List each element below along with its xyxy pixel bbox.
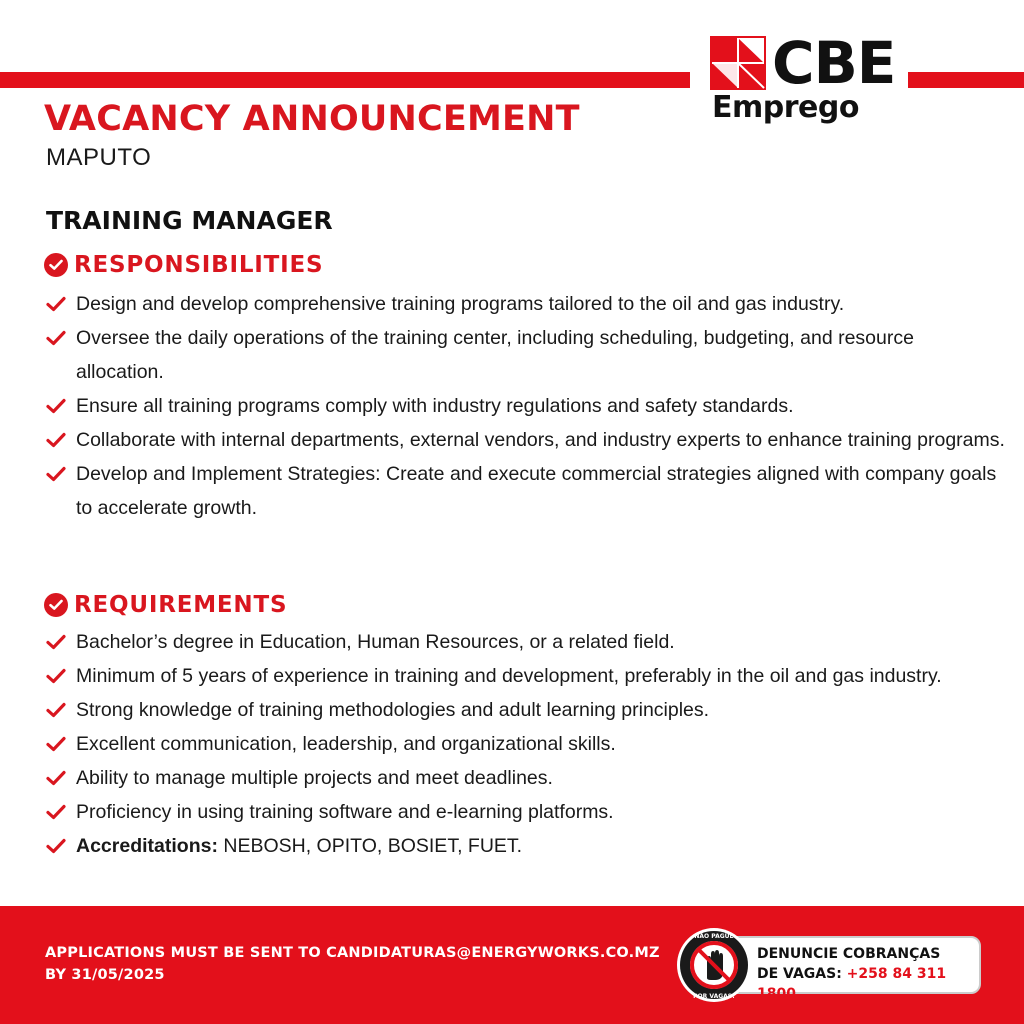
list-item [46, 693, 1006, 727]
requirement-text: Ability to manage multiple projects and meet deadlines. [76, 767, 553, 789]
requirements-list [46, 625, 1006, 863]
requirement-text: Bachelor’s degree in Education, Human Resources, or a related field. [76, 631, 675, 653]
check-icon [46, 804, 66, 820]
job-location: MAPUTO [46, 144, 152, 171]
report-notice [675, 926, 983, 1006]
list-item [46, 727, 1006, 761]
logo-sub-text: Emprego [712, 90, 859, 125]
list-item [46, 659, 1006, 693]
list-item [46, 423, 1006, 457]
check-icon [46, 668, 66, 684]
top-red-bar-left [0, 72, 690, 88]
list-item [46, 829, 1006, 863]
logo-brand-text: CBE [772, 29, 896, 97]
check-icon [46, 770, 66, 786]
svg-text:POR VAGAS!: POR VAGAS! [693, 993, 735, 1000]
job-title: TRAINING MANAGER [46, 206, 333, 235]
footer-banner [0, 906, 1024, 1024]
report-notice-text [757, 944, 983, 1004]
list-item [46, 287, 1006, 321]
requirements-heading-label: REQUIREMENTS [74, 592, 288, 618]
list-item [46, 761, 1006, 795]
check-icon [46, 398, 66, 414]
responsibility-text: Design and develop comprehensive training programs tailored to the oil and gas industry. [76, 293, 845, 315]
accreditations-label: Accreditations: [76, 835, 218, 857]
responsibility-text: Oversee the daily operations of the training center, including scheduling, budgeting, and resource allocation. [76, 327, 914, 383]
check-icon [46, 466, 66, 482]
requirement-text: Proficiency in using training software and e-learning platforms. [76, 801, 614, 823]
application-instructions [45, 942, 660, 986]
stop-hand-icon [675, 926, 753, 1004]
accreditations-value: NEBOSH, OPITO, BOSIET, FUET. [217, 835, 523, 857]
list-item [46, 389, 1006, 423]
report-notice-line1: DENUNCIE COBRANÇAS [757, 946, 941, 962]
check-icon [46, 702, 66, 718]
responsibility-text: Ensure all training programs comply with industry regulations and safety standards. [76, 395, 794, 417]
requirement-text: Excellent communication, leadership, and organizational skills. [76, 733, 616, 755]
list-item [46, 457, 1006, 525]
check-circle-icon [44, 253, 68, 277]
page-title: VACANCY ANNOUNCEMENT [44, 99, 580, 139]
application-deadline-line: BY 31/05/2025 [45, 967, 165, 983]
list-item [46, 625, 1006, 659]
responsibilities-heading-label: RESPONSIBILITIES [74, 252, 324, 278]
requirement-text: Minimum of 5 years of experience in training and development, preferably in the oil and gas industry. [76, 665, 942, 687]
requirement-text: Strong knowledge of training methodologies and adult learning principles. [76, 699, 710, 721]
check-icon [46, 432, 66, 448]
responsibilities-heading [44, 250, 323, 280]
responsibility-text: Collaborate with internal departments, external vendors, and industry experts to enhance training programs. [76, 429, 1005, 451]
cbe-emprego-logo [710, 29, 900, 131]
requirements-heading [44, 590, 287, 620]
check-circle-icon [44, 593, 68, 617]
report-notice-label: DE VAGAS: [757, 966, 847, 982]
check-icon [46, 634, 66, 650]
top-red-bar-right [908, 72, 1024, 88]
check-icon [46, 296, 66, 312]
logo-mark-icon [710, 36, 766, 90]
application-email-line: APPLICATIONS MUST BE SENT TO CANDIDATURAS@ENERGYWORKS.CO.MZ [45, 945, 660, 961]
check-icon [46, 736, 66, 752]
check-icon [46, 838, 66, 854]
check-icon [46, 330, 66, 346]
svg-text:NÃO PAGUE: NÃO PAGUE [694, 933, 734, 940]
report-phone-number: +258 84 311 1800 [757, 966, 947, 1002]
list-item [46, 321, 1006, 389]
responsibility-text: Develop and Implement Strategies: Create and execute commercial strategies aligned with company goals to accelerate growth. [76, 463, 997, 519]
list-item [46, 795, 1006, 829]
responsibilities-list [46, 287, 1006, 525]
